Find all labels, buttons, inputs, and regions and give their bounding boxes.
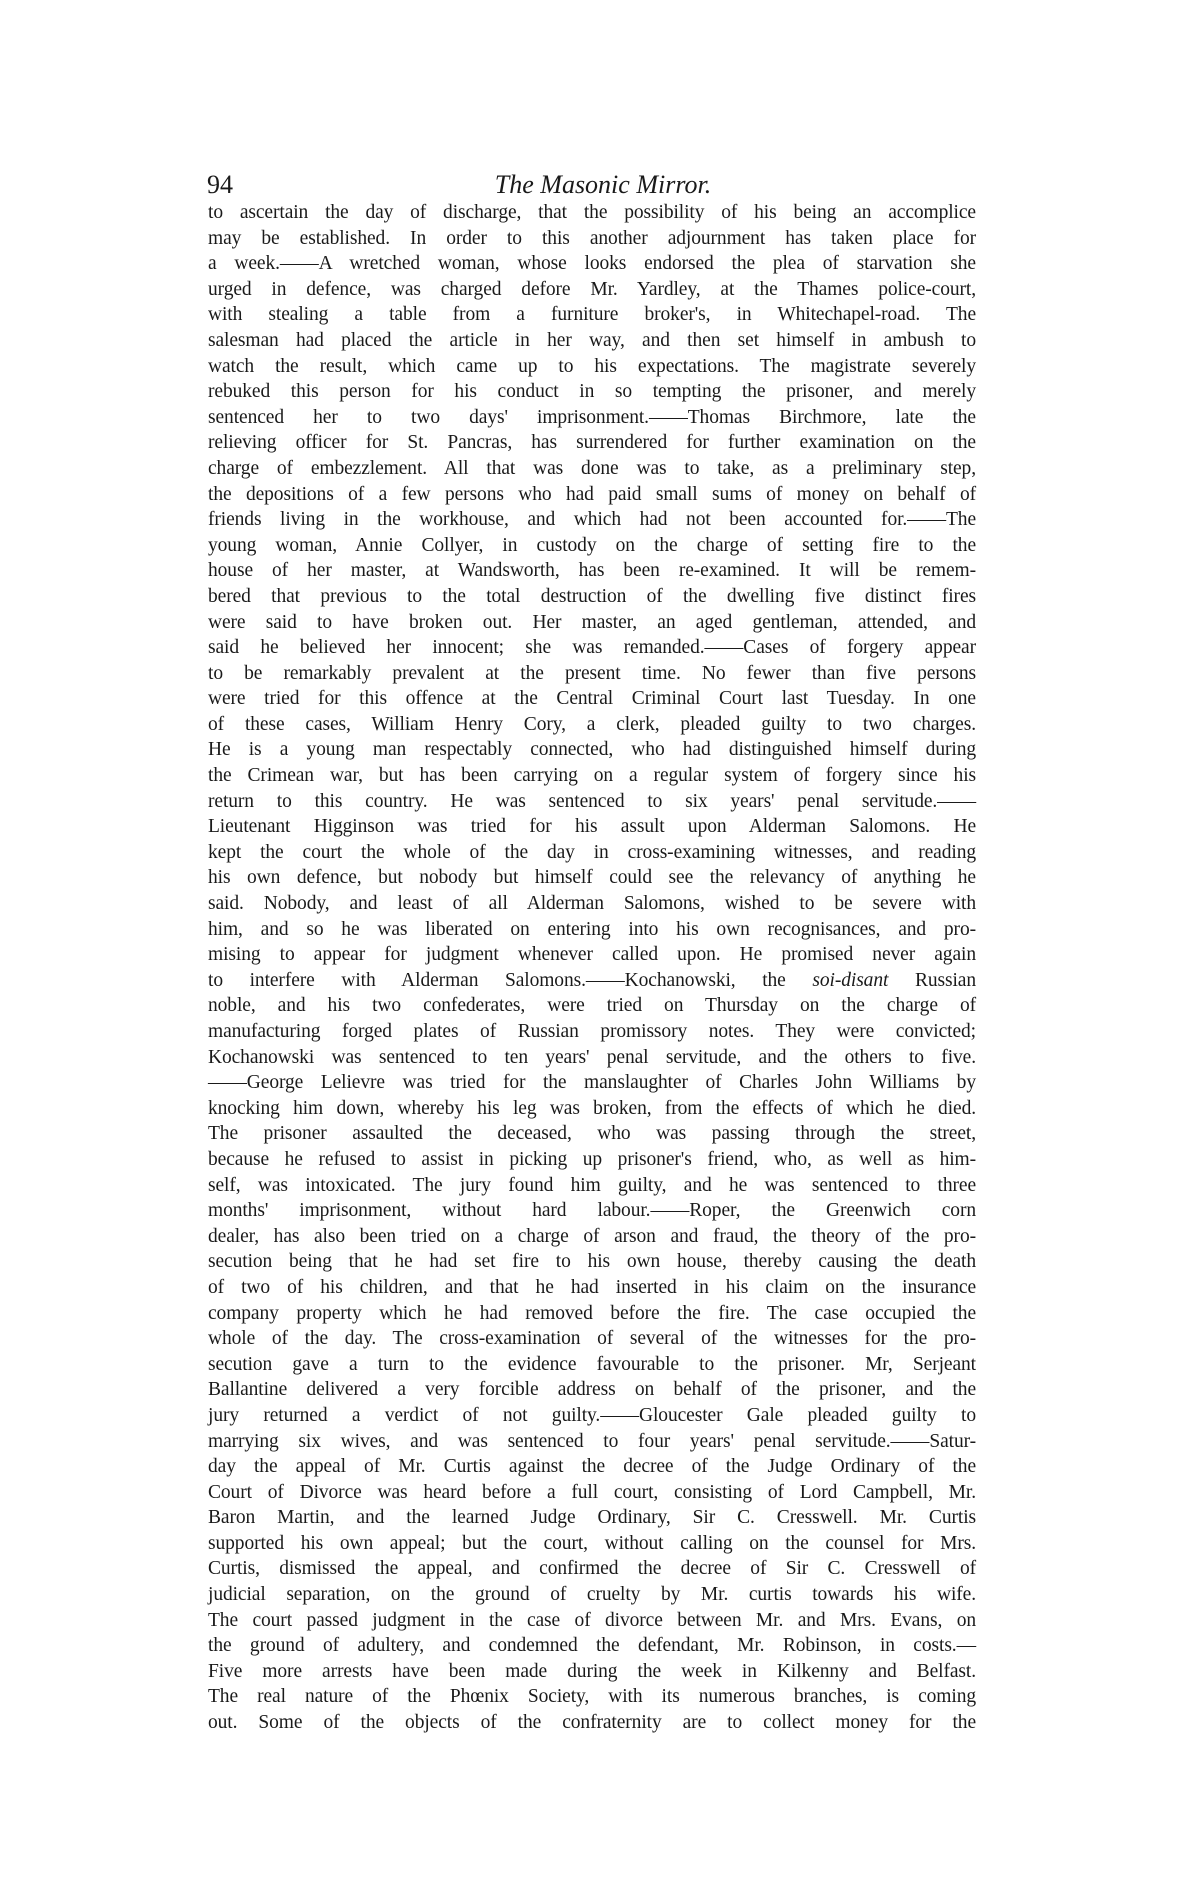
text-line: relieving officer for St. Pancras, has surrendered for further examination on the [208, 432, 976, 454]
text-line: marrying six wives, and was sentenced to four years' penal servitude.——Satur- [208, 1430, 976, 1452]
text-line: Court of Divorce was heard before a full court, consisting of Lord Campbell, Mr. [208, 1481, 976, 1503]
text-line: kept the court the whole of the day in cross-examining witnesses, and reading [208, 841, 976, 863]
text-line: charge of embezzlement. All that was done was to take, as a preliminary step, [208, 457, 976, 479]
text-line: mising to appear for judgment whenever called upon. He promised never again [208, 944, 976, 966]
text-line: Curtis, dismissed the appeal, and confirmed the decree of Sir C. Cresswell of [208, 1558, 976, 1580]
article-body [208, 200, 976, 1736]
text-line: secution being that he had set fire to his own house, thereby causing the death [208, 1251, 976, 1273]
text-line: to be remarkably prevalent at the present time. No fewer than five persons [208, 662, 976, 684]
text-line: said he believed her innocent; she was remanded.——Cases of forgery appear [208, 637, 976, 659]
text-line: him, and so he was liberated on entering into his own recognisances, and pro- [208, 918, 976, 940]
text-line: urged in defence, was charged defore Mr. Yardley, at the Thames police-court, [208, 278, 976, 300]
text-line: ——George Lelievre was tried for the manslaughter of Charles John Williams by [208, 1072, 976, 1094]
text-line: Ballantine delivered a very forcible address on behalf of the prisoner, and the [208, 1379, 976, 1401]
text-line: supported his own appeal; but the court, without calling on the counsel for Mrs. [208, 1532, 976, 1554]
text-line: his own defence, but nobody but himself could see the relevancy of anything he [208, 867, 976, 889]
text-line: said. Nobody, and least of all Alderman Salomons, wished to be severe with [208, 893, 976, 915]
text-line: The real nature of the Phœnix Society, with its numerous branches, is coming [208, 1686, 976, 1708]
text-line [208, 968, 976, 994]
text-line: self, was intoxicated. The jury found him guilty, and he was sentenced to three [208, 1174, 976, 1196]
text-line: watch the result, which came up to his expectations. The magistrate severely [208, 355, 976, 377]
text-line: friends living in the workhouse, and which had not been accounted for.——The [208, 509, 976, 531]
text-line: Kochanowski was sentenced to ten years' penal servitude, and the others to five. [208, 1046, 976, 1068]
text-line: salesman had placed the article in her way, and then set himself in ambush to [208, 329, 976, 351]
text-line: jury returned a verdict of not guilty.——Gloucester Gale pleaded guilty to [208, 1404, 976, 1426]
text-line: day the appeal of Mr. Curtis against the decree of the Judge Ordinary of the [208, 1456, 976, 1478]
text-line: noble, and his two confederates, were tried on Thursday on the charge of [208, 995, 976, 1017]
text-line: Lieutenant Higginson was tried for his assult upon Alderman Salomons. He [208, 816, 976, 838]
italic-term: soi-disant [812, 969, 889, 991]
text-line: He is a young man respectably connected, who had distinguished himself during [208, 739, 976, 761]
text-line: the depositions of a few persons who had paid small sums of money on behalf of [208, 483, 976, 505]
text-line: Five more arrests have been made during the week in Kilkenny and Belfast. [208, 1660, 976, 1682]
text-line: manufacturing forged plates of Russian promissory notes. They were convicted; [208, 1021, 976, 1042]
page-number: 94 [207, 170, 233, 199]
text-line: Baron Martin, and the learned Judge Ordinary, Sir C. Cresswell. Mr. Curtis [208, 1507, 976, 1529]
text-line: with stealing a table from a furniture broker's, in Whitechapel-road. The [208, 304, 976, 326]
text-line: of these cases, William Henry Cory, a clerk, pleaded guilty to two charges. [208, 713, 976, 735]
text-line: months' imprisonment, without hard labour.——Roper, the Greenwich corn [208, 1200, 976, 1222]
text-line: the ground of adultery, and condemned the defendant, Mr. Robinson, in costs.— [208, 1635, 976, 1657]
text-line: house of her master, at Wandsworth, has been re-examined. It will be remem- [208, 560, 976, 582]
text-line: because he refused to assist in picking up prisoner's friend, who, as well as him- [208, 1148, 976, 1170]
text-line: The court passed judgment in the case of divorce between Mr. and Mrs. Evans, on [208, 1609, 976, 1631]
text-line: a week.——A wretched woman, whose looks endorsed the plea of starvation she [208, 253, 976, 275]
text-line: rebuked this person for his conduct in so tempting the prisoner, and merely [208, 381, 976, 403]
text-line: were tried for this offence at the Central Criminal Court last Tuesday. In one [208, 688, 976, 710]
text-line: may be established. In order to this another adjournment has taken place for [208, 227, 976, 249]
text-line: secution gave a turn to the evidence favourable to the prisoner. Mr, Serjeant [208, 1353, 976, 1375]
text-line: bered that previous to the total destruction of the dwelling five distinct fires [208, 585, 976, 607]
text-line: judicial separation, on the ground of cruelty by Mr. curtis towards his wife. [208, 1584, 976, 1606]
text-line: sentenced her to two days' imprisonment.——Thomas Birchmore, late the [208, 406, 976, 428]
text-line: return to this country. He was sentenced to six years' penal servitude.—— [208, 790, 976, 812]
text-segment: to interfere with Alderman Salomons.——Kochanowski, the [208, 969, 786, 991]
text-line: young woman, Annie Collyer, in custody on the charge of setting fire to the [208, 534, 976, 556]
text-line: knocking him down, whereby his leg was broken, from the effects of which he died. [208, 1097, 976, 1119]
text-line: of two of his children, and that he had inserted in his claim on the insurance [208, 1276, 976, 1298]
running-title: The Masonic Mirror. [494, 170, 712, 199]
text-line: whole of the day. The cross-examination of several of the witnesses for the pro- [208, 1328, 976, 1350]
text-line: The prisoner assaulted the deceased, who was passing through the street, [208, 1123, 976, 1145]
text-line: the Crimean war, but has been carrying on a regular system of forgery since his [208, 765, 976, 787]
text-segment: Russian [914, 969, 977, 991]
text-line: were said to have broken out. Her master, an aged gentleman, attended, and [208, 611, 976, 633]
text-line: to ascertain the day of discharge, that the possibility of his being an accomplice [208, 202, 976, 223]
text-line: out. Some of the objects of the confraternity are to collect money for the [208, 1712, 976, 1734]
text-line: dealer, has also been tried on a charge of arson and fraud, the theory of the pro- [208, 1225, 976, 1247]
text-line: company property which he had removed before the fire. The case occupied the [208, 1302, 976, 1324]
